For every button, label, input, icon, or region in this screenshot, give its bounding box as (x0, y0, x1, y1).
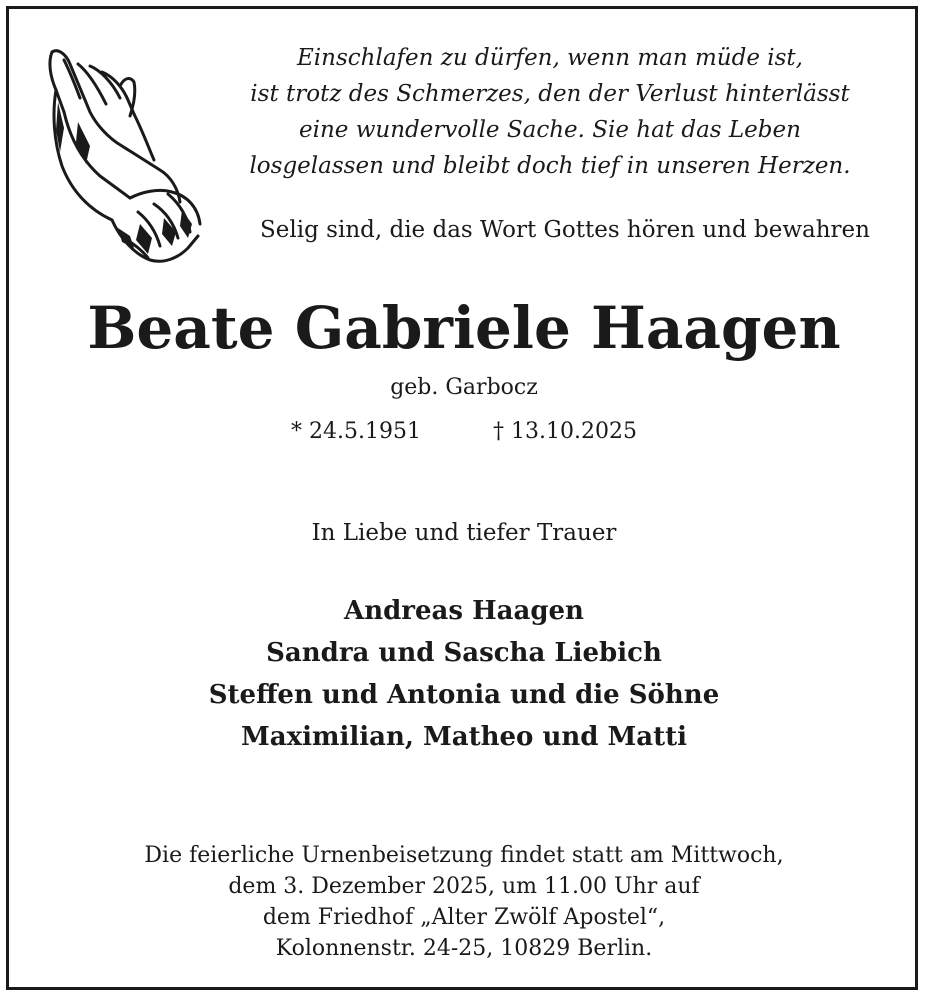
poem-line: losgelassen und bleibt doch tief in unseren Herzen. (249, 153, 851, 179)
funeral-details (0, 840, 928, 964)
deceased-name: Beate Gabriele Haagen (87, 294, 841, 362)
poem-line: ist trotz des Schmerzes, den der Verlust hinterlässt (250, 81, 850, 107)
mourning-line: In Liebe und tiefer Trauer (311, 520, 617, 546)
funeral-line: Kolonnenstr. 24-25, 10829 Berlin. (275, 936, 653, 961)
funeral-line: dem Friedhof „Alter Zwölf Apostel“, (262, 905, 666, 930)
funeral-line: Die feierliche Urnenbeisetzung findet statt am Mittwoch, (144, 843, 784, 868)
poem-line: Einschlafen zu dürfen, wenn man müde ist, (297, 45, 803, 71)
birth-date: * 24.5.1951 (291, 419, 421, 444)
mourner-line: Maximilian, Matheo und Matti (240, 722, 688, 752)
mourner-line: Andreas Haagen (344, 596, 584, 626)
death-date: † 13.10.2025 (493, 419, 637, 444)
bible-verse: Selig sind, die das Wort Gottes hören und bewahren (260, 217, 870, 243)
mourners-list (0, 590, 928, 758)
poem-line: eine wundervolle Sache. Sie hat das Leben (299, 117, 801, 143)
maiden-name: geb. Garbocz (390, 375, 538, 400)
mourner-line: Steffen und Antonia und die Söhne (208, 680, 720, 710)
poem (225, 40, 875, 184)
praying-hands-icon (38, 42, 208, 264)
funeral-line: dem 3. Dezember 2025, um 11.00 Uhr auf (228, 874, 700, 899)
mourner-line: Sandra und Sascha Liebich (266, 638, 662, 668)
life-dates (0, 416, 928, 448)
